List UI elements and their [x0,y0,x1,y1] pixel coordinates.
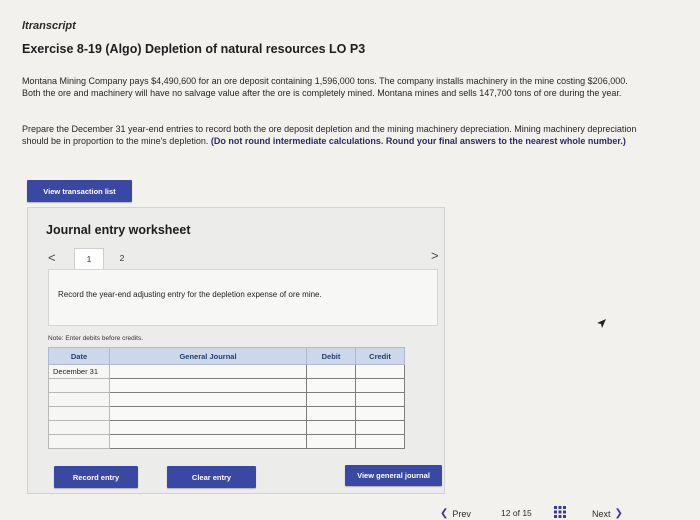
table-header-row [49,348,405,365]
prev-question-link[interactable] [440,508,471,519]
instructions-rounding-note: (Do not round intermediate calculations. Round your final answers to the nearest whole number.) [210,135,626,146]
credit-input[interactable] [356,435,405,449]
prev-label: Prev [452,508,471,519]
clear-entry-button[interactable]: Clear entry [167,466,256,488]
worksheet-title: Journal entry worksheet [46,223,191,237]
account-input[interactable] [110,393,307,407]
debits-note: Note: Enter debits before credits. [48,335,144,342]
debit-input[interactable] [307,379,356,393]
problem-text: Montana Mining Company pays $4,490,600 for an ore deposit containing 1,596,000 tons. The company installs machinery in the mine costing $206,000. Both the ore and machinery will have no salvage value after the ore is completely mined. Montana mines and sells 147,700 tons of ore during the year. [22,76,628,98]
mouse-cursor-shape [597,319,606,328]
chevron-right-icon: ❯ [614,508,623,519]
debit-input[interactable] [307,393,356,407]
credit-input[interactable] [356,365,405,379]
credit-input[interactable] [356,421,405,435]
header-debit: Debit [307,348,356,365]
account-input[interactable] [110,379,307,393]
question-grid-icon[interactable] [554,506,566,518]
tab-entry-1[interactable]: 1 [74,248,104,269]
header-general-journal: General Journal [110,348,307,365]
journal-table [48,347,405,449]
date-cell [49,379,110,393]
entry-prompt-text: Record the year-end adjusting entry for the depletion expense of ore mine. [58,290,322,299]
debit-input[interactable] [307,407,356,421]
page-indicator [501,508,532,518]
table-row [49,379,405,393]
date-cell [49,435,110,449]
tab-entry-2[interactable]: 2 [119,253,125,263]
date-cell [49,407,110,421]
debit-input[interactable] [307,421,356,435]
page-current: 12 [501,508,511,518]
account-input[interactable] [110,407,307,421]
header-credit: Credit [356,348,405,365]
page-of: of [512,508,520,518]
next-entry-chevron-icon[interactable]: > [431,248,439,263]
table-row [49,393,405,407]
journal-entry-worksheet [27,207,445,494]
header-date: Date [49,348,110,365]
page-total: 15 [522,508,532,518]
date-cell [49,393,110,407]
next-label: Next [592,508,611,519]
transcript-label: ltranscript [22,20,76,32]
prev-entry-chevron-icon[interactable]: < [48,250,56,265]
instructions-main: Prepare the December 31 year-end entries to record both the ore deposit depletion and the mining machinery depreciation. Mining machinery depreciation should be in proportion to the mine's depletion. [22,124,637,146]
credit-input[interactable] [356,393,405,407]
exercise-title: Exercise 8-19 (Algo) Depletion of natural resources LO P3 [22,42,366,56]
chevron-left-icon: ❮ [440,508,449,519]
account-input[interactable] [110,421,307,435]
account-input[interactable] [110,435,307,449]
view-general-journal-button[interactable]: View general journal [345,465,442,486]
table-row [49,435,405,449]
table-row [49,365,405,379]
table-row [49,421,405,435]
debit-input[interactable] [307,435,356,449]
account-input[interactable] [110,365,307,379]
mouse-cursor-icon [593,318,607,332]
table-row [49,407,405,421]
debit-input[interactable] [307,365,356,379]
credit-input[interactable] [356,407,405,421]
date-cell [49,421,110,435]
instructions-text [22,124,637,147]
credit-input[interactable] [356,379,405,393]
view-transaction-list-button[interactable]: View transaction list [27,180,132,202]
date-cell: December 31 [49,365,110,379]
next-question-link[interactable] [592,508,623,519]
entry-prompt-box [48,269,438,326]
record-entry-button[interactable]: Record entry [54,466,138,488]
